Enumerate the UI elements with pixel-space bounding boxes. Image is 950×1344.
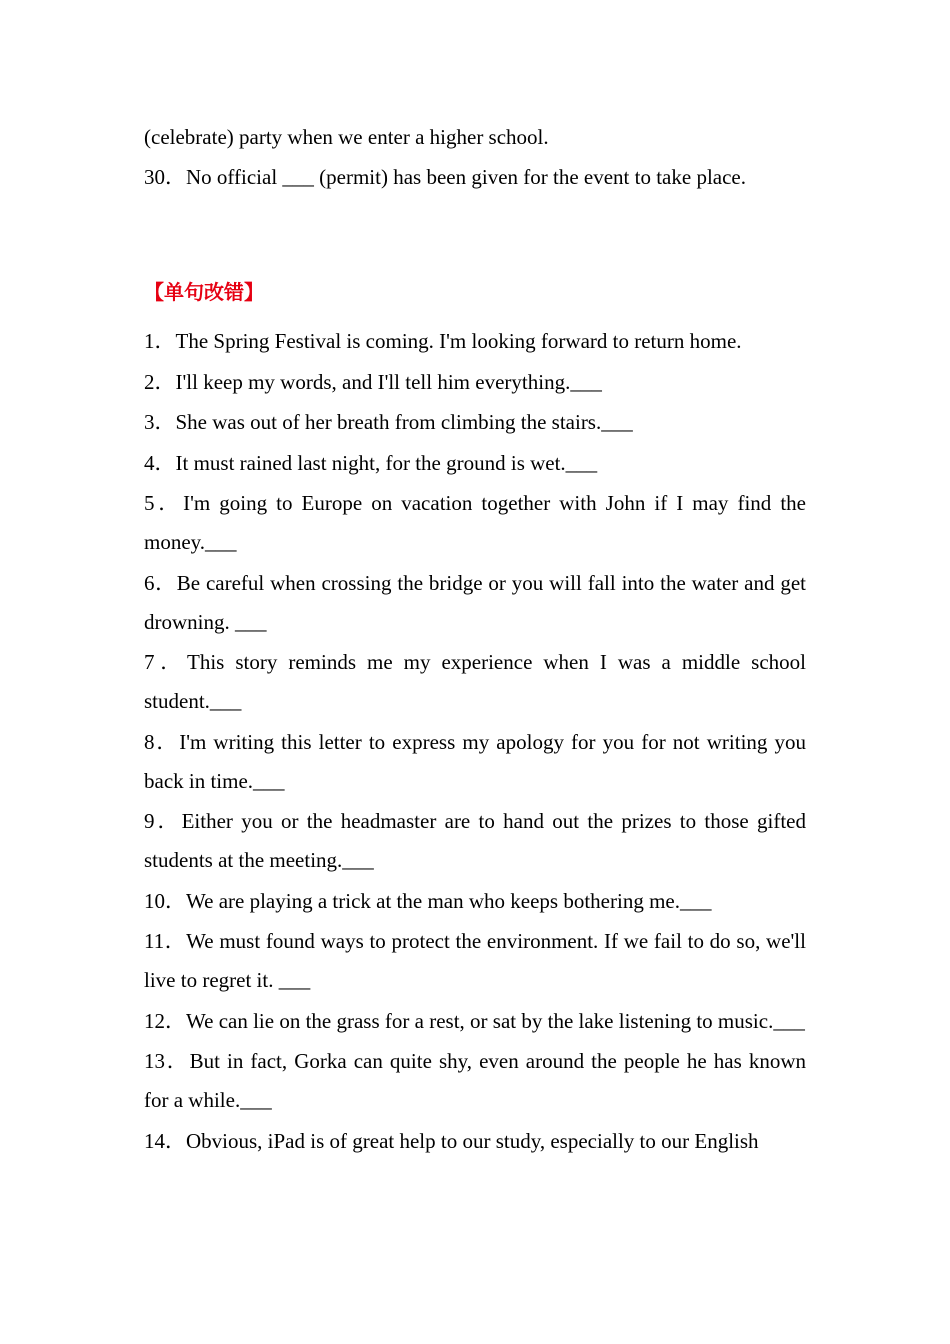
document-page [144, 118, 806, 1162]
item-text: Be careful when crossing the bridge or you will fall into the water and get drowning. ___ [144, 570, 807, 634]
list-item [144, 922, 806, 1000]
list-item [144, 403, 806, 442]
list-item [144, 1042, 806, 1120]
item-number: 4． [144, 450, 176, 475]
item-text: This story reminds me my experience when I was a middle school student.___ [144, 650, 806, 713]
list-item [144, 1122, 806, 1161]
list-item [144, 723, 806, 801]
item-text: She was out of her breath from climbing the stairs.___ [175, 410, 633, 434]
error-correction-list [144, 322, 806, 1161]
item-text: We must found ways to protect the environment. If we fail to do so, we'll live to regret it. ___ [144, 929, 806, 992]
item-number: 13． [144, 1049, 190, 1073]
item-text: It must rained last night, for the ground is wet.___ [175, 450, 598, 475]
list-item [144, 564, 806, 642]
list-item [144, 322, 806, 361]
item-number: 5． [144, 491, 184, 515]
item-text: We can lie on the grass for a rest, or sat by the lake listening to music.___ [186, 1008, 805, 1033]
list-item [144, 643, 806, 721]
item-number: 7． [144, 650, 187, 674]
item-text: The Spring Festival is coming. I'm looking forward to return home. [175, 329, 742, 353]
item-number: 12． [144, 1008, 186, 1033]
continued-exercise-line: (celebrate) party when we enter a higher school. [144, 125, 549, 149]
item-text: I'm writing this letter to express my apology for you for not writing you back in time.___ [144, 729, 807, 793]
item-number: 8． [144, 729, 180, 754]
list-item [144, 484, 806, 562]
item-text: Obvious, iPad is of great help to our study, especially to our English [186, 1128, 759, 1153]
list-item [144, 444, 806, 483]
list-item [144, 882, 806, 921]
item-text: I'll keep my words, and I'll tell him everything.___ [175, 369, 602, 394]
item-text: But in fact, Gorka can quite shy, even around the people he has known for a while.___ [144, 1049, 807, 1112]
item-number: 11． [144, 929, 187, 953]
item-number: 9． [144, 809, 182, 833]
item-text: We are playing a trick at the man who keeps bothering me.___ [186, 888, 712, 913]
item-number: 2． [144, 369, 176, 394]
item-number: 1． [144, 329, 176, 353]
list-item [144, 802, 806, 880]
item-number: 6． [144, 570, 177, 595]
section-title: 【单句改错】 [144, 280, 264, 304]
list-item [144, 363, 806, 402]
item-text: Either you or the headmaster are to hand out the prizes to those gifted students at the meeting.___ [144, 809, 807, 872]
exercise-30-line: 30．No official ___ (permit) has been given for the event to take place. [144, 165, 746, 189]
item-text: I'm going to Europe on vacation together with John if I may find the money.___ [144, 491, 806, 554]
list-item [144, 1002, 806, 1041]
item-number: 14． [144, 1128, 186, 1153]
item-number: 3． [144, 410, 176, 434]
item-number: 10． [144, 888, 186, 913]
